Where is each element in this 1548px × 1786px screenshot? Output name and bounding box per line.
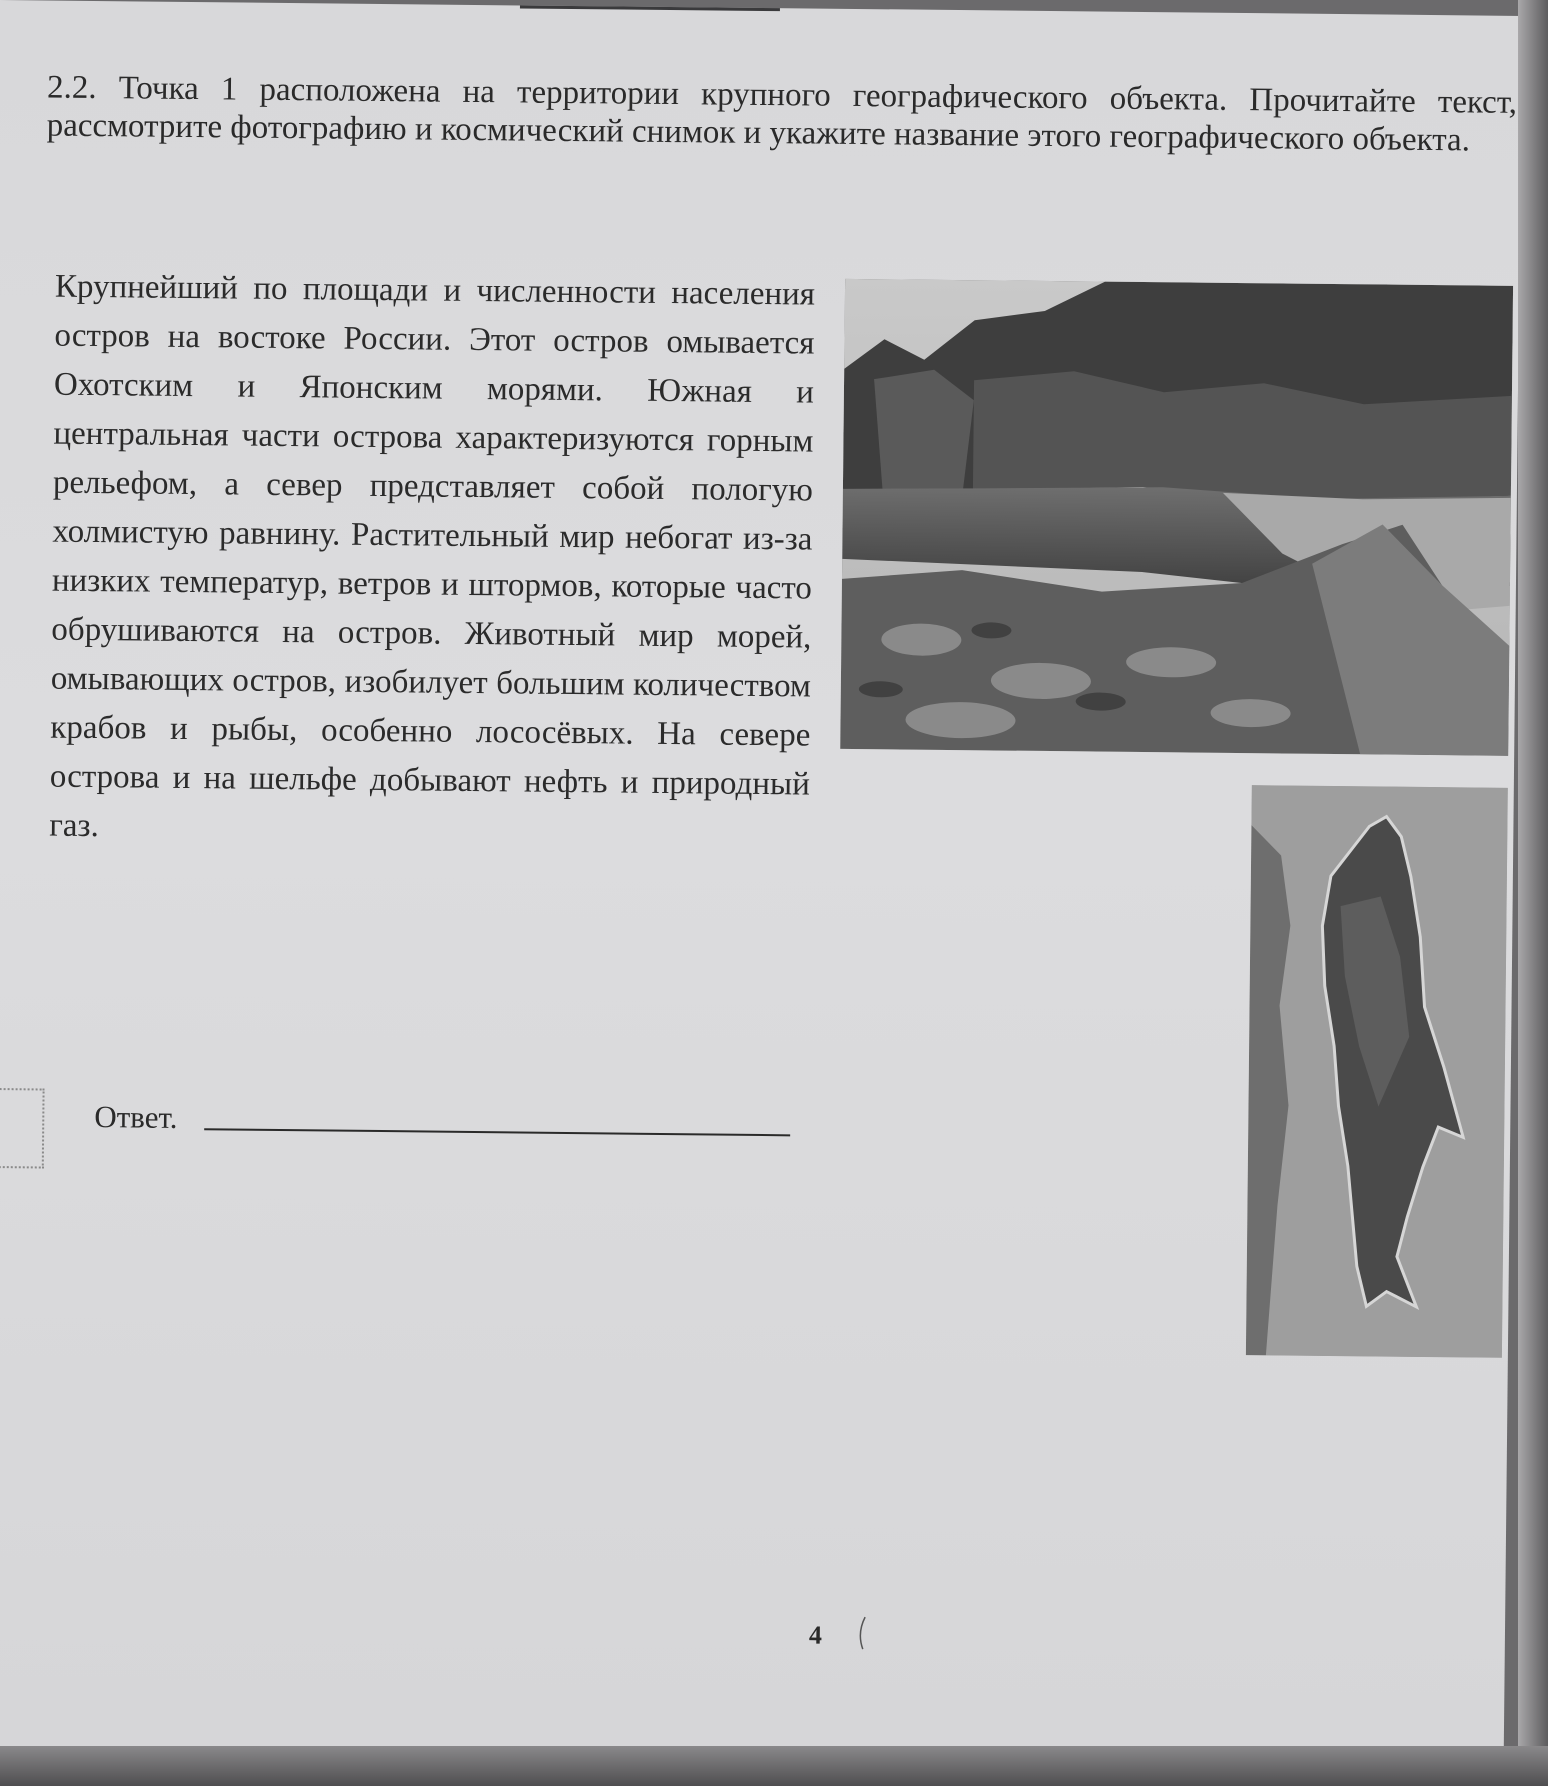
coast-photo [840, 279, 1513, 756]
task-header: 2.2. Точка 1 расположена на территории крупного географического объекта. Прочитайте текст, рассмотрите фотографию и космический снимок и укажите название этого географического объекта. [46, 69, 1518, 159]
pencil-mark [857, 1615, 867, 1651]
satellite-image [1246, 785, 1508, 1358]
answer-score-box [0, 1088, 45, 1169]
bottom-edge-shadow [0, 1746, 1548, 1786]
description-text: Крупнейший по площади и численности населения остров на востоке России. Этот остров омывается Охотским и Японским морями. Южная и центральная части острова характеризуются горным рельефом, а север представляет собой пологую холмистую равнину. Растительный мир небогат из-за низких температур, ветров и штормов, которые часто обрушиваются на остров. Животный мир морей, омывающих остров, изобилует большим количеством крабов и рыбы, особенно лососёвых. На севере острова и на шельфе добывают нефть и природный газ. [49, 268, 816, 845]
page-top-edge [520, 5, 780, 11]
answer-label: Ответ. [94, 1099, 178, 1135]
right-edge-shadow [1518, 0, 1548, 1786]
answer-line[interactable] [204, 1128, 790, 1136]
page-number: 4 [808, 1620, 823, 1650]
